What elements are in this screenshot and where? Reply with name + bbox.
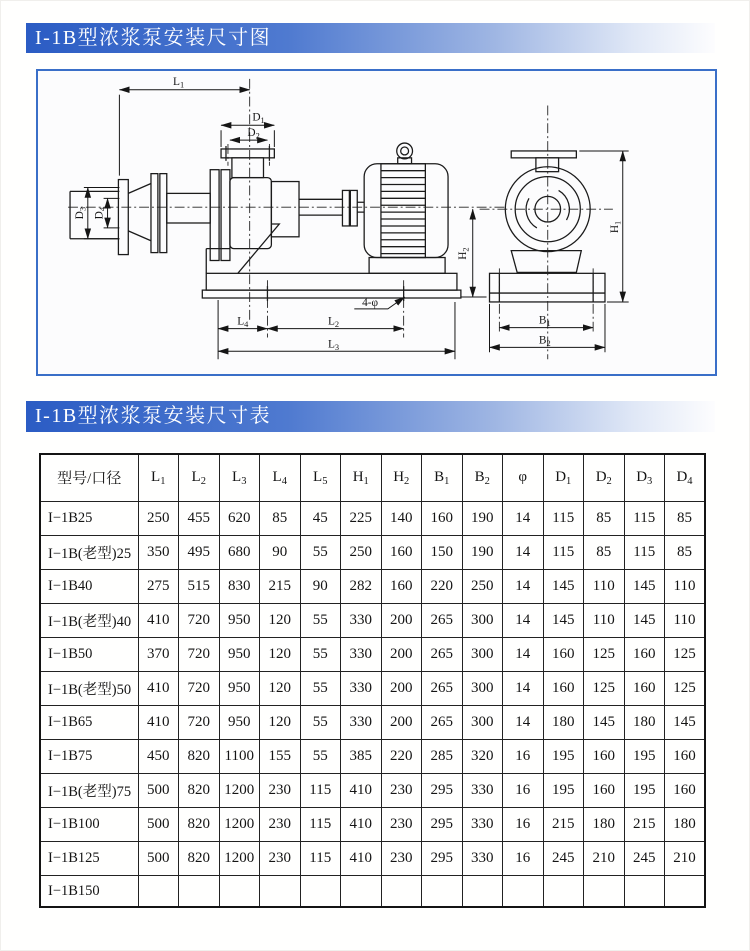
value-cell: 125 xyxy=(665,638,706,672)
value-cell: 16 xyxy=(503,842,544,876)
col-header-sub: 2 xyxy=(484,476,490,487)
value-cell: 110 xyxy=(584,604,625,638)
value-cell: 275 xyxy=(138,570,179,604)
value-cell: 330 xyxy=(462,808,503,842)
col-header-sub: 3 xyxy=(241,476,247,487)
value-cell: 285 xyxy=(422,740,463,774)
value-cell: 115 xyxy=(624,502,665,536)
value-cell: 230 xyxy=(260,774,301,808)
value-cell: 16 xyxy=(503,740,544,774)
diagram-title: I-1B型浓浆泵安装尺寸图 xyxy=(35,27,272,49)
value-cell: 90 xyxy=(260,536,301,570)
value-cell: 195 xyxy=(543,774,584,808)
value-cell: 230 xyxy=(381,774,422,808)
model-cell: I−1B125 xyxy=(40,842,138,876)
col-header xyxy=(300,454,341,502)
dim-label-D1: $D_1$ xyxy=(252,111,265,125)
value-cell: 500 xyxy=(138,808,179,842)
dim-label-D4: $D_4$ xyxy=(93,206,108,220)
col-header xyxy=(219,454,260,502)
value-cell: 410 xyxy=(138,672,179,706)
value-cell: 14 xyxy=(503,502,544,536)
value-cell: 115 xyxy=(543,502,584,536)
value-cell: 120 xyxy=(260,706,301,740)
value-cell xyxy=(503,876,544,908)
value-cell: 85 xyxy=(260,502,301,536)
dimension-labels xyxy=(74,76,622,352)
col-header xyxy=(584,454,625,502)
value-cell: 330 xyxy=(462,842,503,876)
dim-label-H2: $H_2$ xyxy=(456,247,471,260)
col-header-base: L xyxy=(232,469,242,485)
value-cell: 265 xyxy=(422,638,463,672)
value-cell: 14 xyxy=(503,706,544,740)
value-cell: 720 xyxy=(179,706,220,740)
value-cell: 160 xyxy=(543,672,584,706)
col-header xyxy=(381,454,422,502)
col-header-base: 型号/口径 xyxy=(57,471,122,487)
value-cell: 200 xyxy=(381,672,422,706)
value-cell: 125 xyxy=(584,672,625,706)
model-cell: I−1B(老型)50 xyxy=(40,672,138,706)
col-header-sub: 1 xyxy=(444,476,450,487)
col-header-sub: 5 xyxy=(322,476,328,487)
value-cell: 90 xyxy=(300,570,341,604)
table-title-bar xyxy=(26,401,715,432)
value-cell: 230 xyxy=(260,842,301,876)
value-cell: 155 xyxy=(260,740,301,774)
value-cell: 195 xyxy=(624,740,665,774)
value-cell: 200 xyxy=(381,706,422,740)
table-title: I-1B型浓浆泵安装尺寸表 xyxy=(35,405,272,427)
value-cell: 195 xyxy=(543,740,584,774)
value-cell: 410 xyxy=(138,706,179,740)
value-cell: 125 xyxy=(584,638,625,672)
col-header-base: L xyxy=(191,469,201,485)
value-cell: 830 xyxy=(219,570,260,604)
value-cell: 160 xyxy=(584,774,625,808)
col-header-sub: 1 xyxy=(363,476,369,487)
table-row xyxy=(40,808,705,842)
col-header xyxy=(665,454,706,502)
value-cell: 250 xyxy=(138,502,179,536)
dim-label-bolt-holes: 4-φ xyxy=(362,296,379,309)
value-cell: 85 xyxy=(584,502,625,536)
value-cell: 500 xyxy=(138,842,179,876)
col-header-sub: 2 xyxy=(606,476,612,487)
value-cell: 160 xyxy=(665,740,706,774)
value-cell: 370 xyxy=(138,638,179,672)
model-cell: I−1B75 xyxy=(40,740,138,774)
value-cell: 145 xyxy=(543,604,584,638)
table-header-row xyxy=(40,454,705,502)
col-header-base: φ xyxy=(518,469,528,485)
value-cell: 300 xyxy=(462,638,503,672)
value-cell: 110 xyxy=(584,570,625,604)
value-cell: 45 xyxy=(300,502,341,536)
table-row xyxy=(40,876,705,908)
value-cell: 14 xyxy=(503,672,544,706)
col-header xyxy=(462,454,503,502)
value-cell: 950 xyxy=(219,706,260,740)
value-cell: 145 xyxy=(665,706,706,740)
value-cell: 330 xyxy=(341,604,382,638)
value-cell: 160 xyxy=(624,672,665,706)
model-cell: I−1B25 xyxy=(40,502,138,536)
col-header xyxy=(138,454,179,502)
value-cell: 120 xyxy=(260,672,301,706)
value-cell: 295 xyxy=(422,808,463,842)
value-cell: 410 xyxy=(341,774,382,808)
value-cell: 230 xyxy=(381,808,422,842)
col-header-base: B xyxy=(474,469,485,485)
value-cell: 115 xyxy=(300,808,341,842)
value-cell xyxy=(462,876,503,908)
value-cell: 210 xyxy=(665,842,706,876)
value-cell: 265 xyxy=(422,706,463,740)
value-cell xyxy=(584,876,625,908)
value-cell: 115 xyxy=(543,536,584,570)
col-header-sub: 1 xyxy=(160,476,166,487)
value-cell: 180 xyxy=(584,808,625,842)
value-cell: 820 xyxy=(179,808,220,842)
value-cell: 720 xyxy=(179,604,220,638)
value-cell: 495 xyxy=(179,536,220,570)
value-cell: 14 xyxy=(503,536,544,570)
centerlines xyxy=(68,79,613,359)
value-cell xyxy=(300,876,341,908)
value-cell: 85 xyxy=(665,502,706,536)
value-cell: 55 xyxy=(300,536,341,570)
value-cell: 220 xyxy=(381,740,422,774)
value-cell: 110 xyxy=(665,570,706,604)
value-cell: 160 xyxy=(381,536,422,570)
value-cell: 215 xyxy=(543,808,584,842)
col-header xyxy=(260,454,301,502)
value-cell: 330 xyxy=(341,706,382,740)
value-cell: 620 xyxy=(219,502,260,536)
value-cell: 410 xyxy=(138,604,179,638)
value-cell: 515 xyxy=(179,570,220,604)
value-cell: 145 xyxy=(624,570,665,604)
value-cell: 250 xyxy=(462,570,503,604)
value-cell: 14 xyxy=(503,638,544,672)
col-header-base: H xyxy=(352,469,364,485)
value-cell: 450 xyxy=(138,740,179,774)
value-cell: 230 xyxy=(260,808,301,842)
value-cell: 265 xyxy=(422,604,463,638)
value-cell: 720 xyxy=(179,638,220,672)
value-cell: 115 xyxy=(624,536,665,570)
value-cell: 410 xyxy=(341,842,382,876)
value-cell: 500 xyxy=(138,774,179,808)
value-cell: 225 xyxy=(341,502,382,536)
value-cell: 385 xyxy=(341,740,382,774)
col-header-base: H xyxy=(393,469,405,485)
value-cell: 820 xyxy=(179,842,220,876)
col-header-base: L xyxy=(151,469,161,485)
dim-label-L2: $L_2$ xyxy=(328,315,340,330)
value-cell: 125 xyxy=(665,672,706,706)
value-cell: 295 xyxy=(422,842,463,876)
value-cell: 200 xyxy=(381,638,422,672)
value-cell: 300 xyxy=(462,672,503,706)
value-cell: 820 xyxy=(179,774,220,808)
value-cell xyxy=(665,876,706,908)
value-cell: 410 xyxy=(341,808,382,842)
col-header-sub: 2 xyxy=(200,476,206,487)
model-cell: I−1B65 xyxy=(40,706,138,740)
table-row xyxy=(40,774,705,808)
value-cell: 55 xyxy=(300,740,341,774)
dim-label-B1: $B_1$ xyxy=(538,314,551,329)
col-header-sub: 4 xyxy=(281,476,287,487)
dim-label-D2: $D_2$ xyxy=(247,127,260,141)
col-header-sub: 4 xyxy=(687,476,693,487)
value-cell: 245 xyxy=(543,842,584,876)
dim-label-L3: $L_3$ xyxy=(328,338,340,352)
col-header-base: D xyxy=(676,469,688,485)
value-cell: 195 xyxy=(624,774,665,808)
value-cell: 160 xyxy=(543,638,584,672)
dim-label-L1: $L_1$ xyxy=(173,75,185,90)
table-row xyxy=(40,502,705,536)
value-cell xyxy=(422,876,463,908)
col-header-base: L xyxy=(272,469,282,485)
value-cell: 55 xyxy=(300,672,341,706)
value-cell: 295 xyxy=(422,774,463,808)
value-cell: 820 xyxy=(179,740,220,774)
value-cell: 140 xyxy=(381,502,422,536)
col-header xyxy=(503,454,544,502)
col-header xyxy=(341,454,382,502)
col-header-sub: 3 xyxy=(647,476,653,487)
value-cell xyxy=(260,876,301,908)
value-cell: 350 xyxy=(138,536,179,570)
col-header-base: B xyxy=(434,469,445,485)
table-row xyxy=(40,536,705,570)
diagram-box xyxy=(36,69,717,376)
table-row xyxy=(40,842,705,876)
value-cell: 160 xyxy=(665,774,706,808)
value-cell xyxy=(219,876,260,908)
value-cell: 200 xyxy=(381,604,422,638)
value-cell: 160 xyxy=(624,638,665,672)
table-row xyxy=(40,672,705,706)
value-cell: 330 xyxy=(341,638,382,672)
col-header-sub: 1 xyxy=(566,476,572,487)
value-cell: 215 xyxy=(260,570,301,604)
value-cell: 330 xyxy=(341,672,382,706)
value-cell: 330 xyxy=(462,774,503,808)
value-cell: 210 xyxy=(584,842,625,876)
value-cell: 115 xyxy=(300,842,341,876)
table-row xyxy=(40,604,705,638)
dim-label-H1: $H_1$ xyxy=(608,220,623,234)
diagram-title-bar xyxy=(26,23,715,53)
value-cell: 230 xyxy=(381,842,422,876)
front-view-outline xyxy=(490,151,605,302)
value-cell: 320 xyxy=(462,740,503,774)
value-cell: 180 xyxy=(665,808,706,842)
value-cell: 1200 xyxy=(219,842,260,876)
value-cell: 55 xyxy=(300,604,341,638)
value-cell: 190 xyxy=(462,536,503,570)
value-cell: 265 xyxy=(422,672,463,706)
value-cell: 215 xyxy=(624,808,665,842)
value-cell: 55 xyxy=(300,706,341,740)
value-cell xyxy=(179,876,220,908)
value-cell: 85 xyxy=(584,536,625,570)
dim-label-B2: $B_2$ xyxy=(538,334,551,348)
value-cell: 110 xyxy=(665,604,706,638)
value-cell xyxy=(543,876,584,908)
side-view-outline xyxy=(70,143,461,301)
value-cell: 300 xyxy=(462,706,503,740)
value-cell: 14 xyxy=(503,604,544,638)
value-cell: 160 xyxy=(584,740,625,774)
col-header-model xyxy=(40,454,138,502)
table-row xyxy=(40,706,705,740)
col-header-base: D xyxy=(595,469,607,485)
value-cell: 160 xyxy=(381,570,422,604)
value-cell: 160 xyxy=(422,502,463,536)
value-cell: 455 xyxy=(179,502,220,536)
dim-label-L4: $L_4$ xyxy=(237,315,249,330)
value-cell: 220 xyxy=(422,570,463,604)
model-cell: I−1B(老型)75 xyxy=(40,774,138,808)
col-header-base: D xyxy=(555,469,567,485)
model-cell: I−1B(老型)40 xyxy=(40,604,138,638)
value-cell: 950 xyxy=(219,604,260,638)
value-cell: 950 xyxy=(219,672,260,706)
table-row xyxy=(40,740,705,774)
col-header xyxy=(624,454,665,502)
value-cell: 14 xyxy=(503,570,544,604)
value-cell: 180 xyxy=(624,706,665,740)
col-header xyxy=(543,454,584,502)
model-cell: I−1B40 xyxy=(40,570,138,604)
value-cell: 145 xyxy=(543,570,584,604)
model-cell: I−1B(老型)25 xyxy=(40,536,138,570)
value-cell: 180 xyxy=(543,706,584,740)
value-cell: 85 xyxy=(665,536,706,570)
value-cell xyxy=(381,876,422,908)
value-cell: 250 xyxy=(341,536,382,570)
dim-label-D3: $D_3$ xyxy=(73,206,88,220)
table-row xyxy=(40,638,705,672)
model-cell: I−1B100 xyxy=(40,808,138,842)
value-cell: 16 xyxy=(503,808,544,842)
value-cell xyxy=(624,876,665,908)
model-cell: I−1B150 xyxy=(40,876,138,908)
value-cell: 680 xyxy=(219,536,260,570)
value-cell: 720 xyxy=(179,672,220,706)
value-cell: 1200 xyxy=(219,774,260,808)
value-cell: 1100 xyxy=(219,740,260,774)
value-cell: 115 xyxy=(300,774,341,808)
value-cell xyxy=(341,876,382,908)
col-header xyxy=(422,454,463,502)
value-cell: 282 xyxy=(341,570,382,604)
value-cell: 245 xyxy=(624,842,665,876)
value-cell: 950 xyxy=(219,638,260,672)
dimensions-table xyxy=(39,453,706,908)
value-cell: 300 xyxy=(462,604,503,638)
col-header-sub: 2 xyxy=(404,476,410,487)
model-cell: I−1B50 xyxy=(40,638,138,672)
value-cell: 120 xyxy=(260,604,301,638)
value-cell xyxy=(138,876,179,908)
pump-installation-drawing xyxy=(38,71,715,374)
value-cell: 1200 xyxy=(219,808,260,842)
table-row xyxy=(40,570,705,604)
value-cell: 145 xyxy=(624,604,665,638)
value-cell: 190 xyxy=(462,502,503,536)
value-cell: 55 xyxy=(300,638,341,672)
col-header-base: L xyxy=(313,469,323,485)
value-cell: 16 xyxy=(503,774,544,808)
value-cell: 120 xyxy=(260,638,301,672)
col-header xyxy=(179,454,220,502)
value-cell: 145 xyxy=(584,706,625,740)
value-cell: 150 xyxy=(422,536,463,570)
col-header-base: D xyxy=(636,469,648,485)
